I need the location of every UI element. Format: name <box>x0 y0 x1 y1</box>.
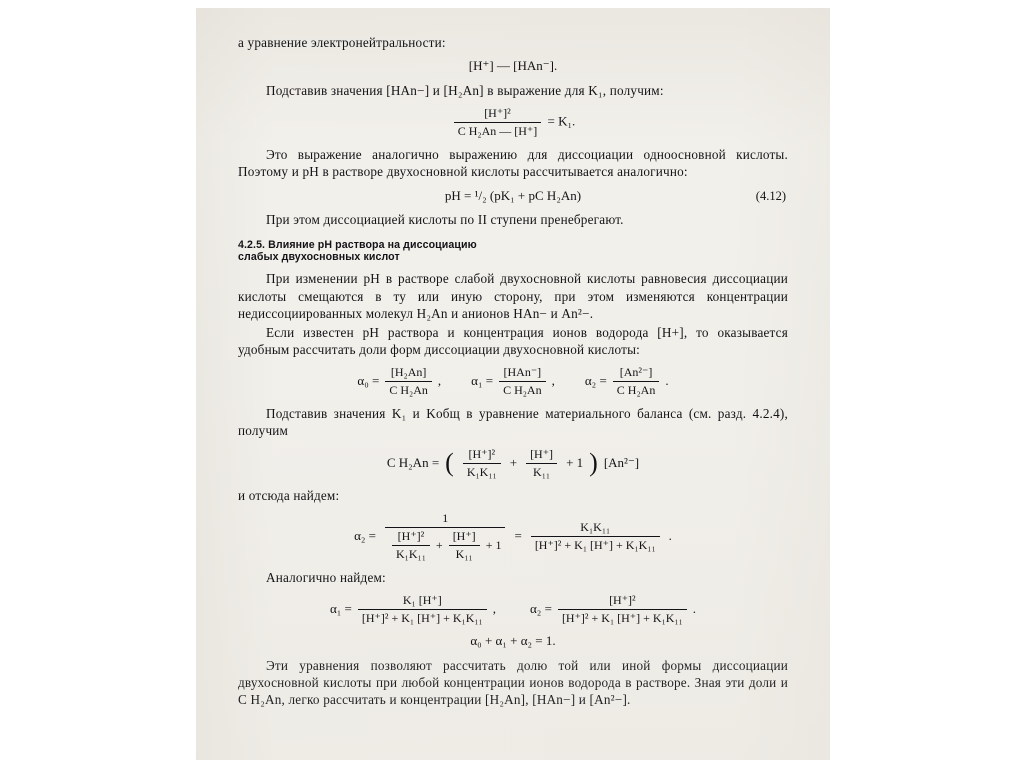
equation-8-denominator: [H⁺]² + K₁ [H⁺] + K₁K₁₁ <box>561 610 683 625</box>
alpha0-numerator: [H₂An] <box>385 365 432 382</box>
equation-2-numerator: [H⁺]² <box>454 106 542 123</box>
equation-8-period: . <box>692 600 697 616</box>
equation-6-right-fraction <box>531 520 660 553</box>
equation-5-open-paren: ( <box>445 447 454 477</box>
equation-4-alpha0 <box>357 365 441 398</box>
equation-2 <box>238 106 788 139</box>
paragraph-3: Это выражение аналогично выражению для диссоциации одноосновной кислоты. Поэтому и pH в растворе двухосновной кислоты рассчитывается аналогично: <box>238 147 792 180</box>
alpha1-comma: , <box>551 373 555 389</box>
equation-2-fraction <box>454 106 542 139</box>
equation-8-lhs: α₂ = <box>530 600 552 616</box>
alpha1-fraction <box>499 365 546 398</box>
equation-6-right-denominator: [H⁺]² + K₁ [H⁺] + K₁K₁₁ <box>534 537 656 552</box>
equation-5 <box>238 447 788 480</box>
equation-6-den-term1 <box>392 529 430 562</box>
equation-5-close-paren: ) <box>589 447 598 477</box>
equation-6-den-term2-numerator: [H⁺] <box>449 529 480 546</box>
equation-3 <box>238 188 788 205</box>
section-heading <box>238 239 788 265</box>
equation-7-lhs: α₁ = <box>329 600 352 616</box>
equation-5-term1 <box>463 447 501 480</box>
equation-5-tail: [An²⁻] <box>603 454 640 470</box>
equation-3-number: (4.12) <box>755 189 786 204</box>
equation-6-main-fraction <box>385 511 505 562</box>
paragraph-7: Подставив значения K₁ и Kобщ в уравнение материального баланса (см. разд. 4.2.4), получим <box>238 406 792 439</box>
alpha2-denominator: C H₂An <box>616 383 656 398</box>
equation-4-alphas <box>238 365 788 398</box>
equation-6-lhs: α₂ = <box>354 527 377 543</box>
equation-2-denominator: C H₂An — [H⁺] <box>457 124 538 139</box>
alpha1-denominator: C H₂An <box>503 383 542 398</box>
equation-3-text: pH = ¹/₂ (pK₁ + pC H₂An) <box>444 187 582 203</box>
alpha1-numerator: [HAn⁻] <box>499 365 546 382</box>
paragraph-2: Подставив значения [HAn−] и [H₂An] в выражение для K₁, получим: <box>266 83 664 99</box>
section-heading-line-2: слабых двухосновных кислот <box>238 251 400 264</box>
equation-6-den-term1-denominator: K₁K₁₁ <box>396 546 426 561</box>
alpha1-label: α₁ = <box>471 373 494 389</box>
equation-4-alpha2 <box>585 365 669 398</box>
equation-9-text: α₀ + α₁ + α₂ = 1. <box>470 632 556 648</box>
equation-5-term1-numerator: [H⁺]² <box>463 447 501 464</box>
equation-5-term2 <box>526 447 557 480</box>
equation-6-denominator <box>385 528 505 562</box>
paragraph-8: и отсюда найдем: <box>238 487 340 503</box>
equation-9 <box>238 633 788 650</box>
equation-6-equals: = <box>514 527 522 543</box>
paragraph-9: Аналогично найдем: <box>266 569 386 585</box>
equation-6-den-term1-numerator: [H⁺]² <box>392 529 430 546</box>
alpha0-label: α₀ = <box>357 373 380 389</box>
equation-6-den-plus: + <box>435 537 443 552</box>
equation-6-den-tail: + 1 <box>485 537 502 552</box>
equation-6-numerator: 1 <box>385 511 505 528</box>
equation-2-rhs: = K₁. <box>547 113 576 129</box>
equation-7-denominator: [H⁺]² + K₁ [H⁺] + K₁K₁₁ <box>361 610 483 625</box>
paragraph-5: При изменении pH в растворе слабой двухосновной кислоты равновесия диссоциации кислоты смещаются в ту или иную сторону, при этом изменяются концентрации недиссоцииpованных молекул H₂An и анионов HAn− и An²−. <box>238 271 792 321</box>
paragraph-1: а уравнение электронейтральности: <box>238 35 446 50</box>
equation-5-plus-1: + <box>509 454 518 470</box>
equation-1 <box>238 58 788 75</box>
equation-5-plus-2: + 1 <box>566 454 584 470</box>
equation-6-right-numerator: K₁K₁₁ <box>531 520 660 537</box>
equation-6-den-group <box>389 529 501 562</box>
equation-5-lhs: C H₂An = <box>386 454 440 470</box>
equation-8-numerator: [H⁺]² <box>558 593 687 610</box>
equation-6-den-term2-denominator: K₁₁ <box>455 546 473 561</box>
equation-1-text: [H⁺] — [HAn⁻]. <box>468 58 558 74</box>
paragraph-6: Если известен pH раствора и концентрация ионов водорода [H+], то оказывается удобным рассчитать доли форм диссоциации двухосновной кислоты: <box>238 324 792 358</box>
equation-6-period: . <box>668 527 672 543</box>
equation-4-alpha1 <box>471 365 555 398</box>
equation-7-comma: , <box>492 600 496 616</box>
alpha2-numerator: [An²⁻] <box>613 365 660 382</box>
equation-8-fraction <box>558 593 687 626</box>
equation-5-term1-denominator: K₁K₁₁ <box>466 464 497 479</box>
equation-6-den-term2 <box>449 529 480 562</box>
paragraph-10: Эти уравнения позволяют рассчитать долю той или иной формы диссоциации двухосновной кислоты при любой концентрации ионов водорода в растворе. Зная эти доли и C H₂An, легко рассчитать и концентрации [H₂An], [HAn−] и [An²−]. <box>238 657 792 708</box>
alpha0-comma: , <box>437 373 442 389</box>
alpha2-period: . <box>665 373 669 389</box>
equation-7-fraction <box>358 593 487 626</box>
equation-5-term2-numerator: [H⁺] <box>526 447 557 464</box>
equation-6 <box>238 511 788 562</box>
section-heading-line-1: 4.2.5. Влияние pH раствора на диссоциацию <box>238 238 477 251</box>
equation-8 <box>530 593 696 626</box>
paragraph-4: При этом диссоциацией кислоты по II ступени пренебрегают. <box>266 212 624 228</box>
equation-7-numerator: K₁ [H⁺] <box>358 593 487 610</box>
alpha0-denominator: C H₂An <box>389 383 428 398</box>
scanned-page <box>196 8 830 760</box>
alpha0-fraction <box>385 365 432 398</box>
equation-7 <box>330 593 496 626</box>
equation-7-8 <box>238 593 788 626</box>
equation-5-term2-denominator: K₁₁ <box>533 464 551 479</box>
alpha2-fraction <box>613 365 660 398</box>
alpha2-label: α₂ = <box>584 373 607 389</box>
